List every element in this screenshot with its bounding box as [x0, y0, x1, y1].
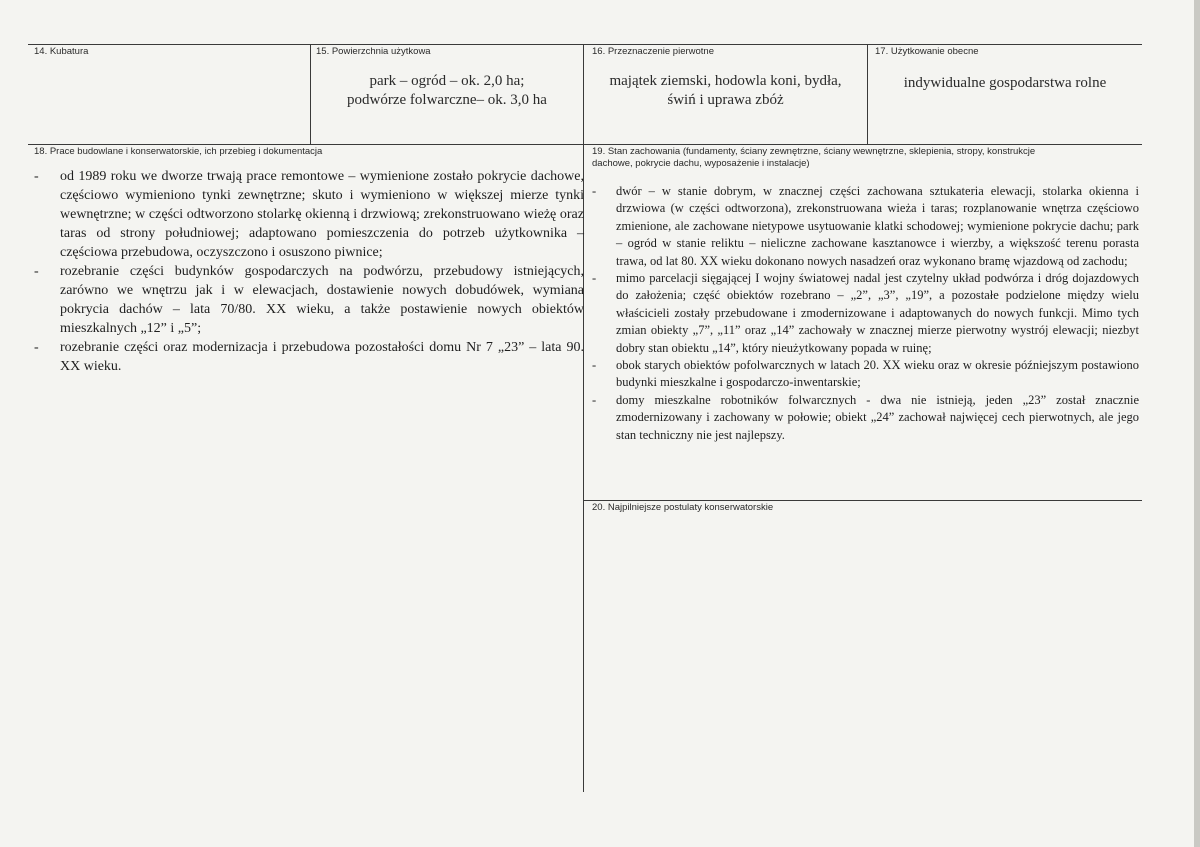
field-19-item-text: mimo parcelacji sięgającej I wojny światowej nadal jest czytelny układ podwórza i dróg dojazdowych do założenia; część obiektów rozebrano – „2”, „3”, „19”, a pozostałe podzielone między wielu właścicieli zostały przebudowane i zmodernizowane i adaptowanych do nowych funkcji. Mimo tych zmian obiekty „7”, „11” oraz „14” zachowały w znacznej mierze pierwotny wystrój elewacji; niezbyt dobry stan obiektu „14”, który nieużytkowany popada w ruinę;	[616, 271, 1139, 355]
field-19-label: 19. Stan zachowania (fundamenty, ściany zewnętrzne, ściany wewnętrzne, sklepienia, stropy, konstrukcje dachowe, pokrycie dachu, wyposażenie i instalacje)	[592, 146, 1036, 169]
field-16-line: świń i uprawa zbóż	[667, 92, 784, 108]
bullet-dash: -	[34, 264, 39, 279]
field-19-item-text: domy mieszkalne robotników folwarcznych - dwa nie istnieją, jeden „23” został znacznie zmodernizowany i zachowany w połowie; obiekt „24” zachował najwięcej cech pierwotnych, ale jego stan techniczny nie jest najlepszy.	[616, 392, 1139, 442]
bullet-dash: -	[592, 184, 597, 198]
field-15-value	[311, 72, 583, 110]
field-18-item	[34, 338, 584, 376]
field-19-list	[592, 183, 1139, 444]
field-15-line: podwórze folwarczne– ok. 3,0 ha	[347, 92, 547, 108]
field-14-label: 14. Kubatura	[34, 46, 89, 57]
scan-edge	[1194, 0, 1200, 847]
field-16-label: 16. Przeznaczenie pierwotne	[592, 46, 714, 57]
column-divider-3	[867, 44, 868, 144]
field-15-label: 15. Powierzchnia użytkowa	[316, 46, 431, 57]
field-20-divider	[583, 500, 1142, 501]
field-19-item	[592, 270, 1139, 357]
row-divider	[28, 144, 1142, 145]
field-19-item	[592, 392, 1139, 444]
field-17-value	[868, 74, 1142, 93]
bullet-dash: -	[34, 340, 39, 355]
field-20-label: 20. Najpilniejsze postulaty konserwatorskie	[592, 502, 774, 513]
field-17-label: 17. Użytkowanie obecne	[875, 46, 979, 57]
field-18-item-text: rozebranie części oraz modernizacja i przebudowa pozostałości domu Nr 7 „23” – lata 90. XX wieku.	[60, 340, 584, 374]
field-18-item-text: rozebranie części budynków gospodarczych na podwórzu, przebudowy istniejących, zarówno we wnętrzu jak i w elewacjach, dostawienie nowych dobudówek, wymiana pokrycia dachów – lata 70/80. XX wieku, a także postawienie nowych obiektów mieszkalnych „12” i „5”;	[60, 264, 584, 336]
field-17-line: indywidualne gospodarstwa rolne	[903, 75, 1107, 91]
field-16-line: majątek ziemski, hodowla koni, bydła,	[609, 73, 842, 89]
field-18-item-text: od 1989 roku we dworze trwają prace remontowe – wymienione zostało pokrycie dachowe, częściowo wymieniono tynki zewnętrzne; skuto i wymieniono w większej mierze tynki wewnętrzne; w części odtworzono stolarkę okienną i drzwiową; zrekonstruowano wieżę oraz taras od strony południowej; adaptowano pomieszczenia do potrzeb użytkownika – częściowa przebudowa, oczyszczono i osuszono piwnice;	[60, 169, 584, 260]
bullet-dash: -	[34, 169, 39, 184]
field-18-item	[34, 262, 584, 338]
field-18-list	[34, 167, 584, 376]
field-19-item-text: obok starych obiektów pofolwarcznych w latach 20. XX wieku oraz w okresie późniejszym postawiono budynki mieszkalne i gospodarczo-inwentarskie;	[616, 358, 1139, 390]
field-19-item	[592, 357, 1139, 392]
column-divider-2	[583, 44, 584, 792]
field-15-line: park – ogród – ok. 2,0 ha;	[369, 73, 525, 89]
field-16-value	[584, 72, 867, 110]
field-18-label: 18. Prace budowlane i konserwatorskie, ich przebieg i dokumentacja	[34, 146, 323, 157]
bullet-dash: -	[592, 392, 597, 407]
top-border	[28, 44, 1142, 45]
bullet-dash: -	[592, 271, 597, 286]
bullet-dash: -	[592, 358, 597, 373]
field-18-item	[34, 167, 584, 262]
field-19-item-text: dwór – w stanie dobrym, w znacznej części zachowana sztukateria elewacji, stolarka okienna i drzwiowa (w części odtworzona), zrekonstruowana wieża i taras; rozplanowanie wnętrza częściowo zmienione, ale zachowane nietypowe usytuowanie klatki schodowej; wymienione pokrycie dachu; park – ogród w stanie reliktu – nieliczne zachowane kasztanowce i wierzby, a większość terenu porasta trawa, od lat 80. XX wieku dokonano nowych nasadzeń oraz wykonano bramę wjazdową od zachodu;	[616, 184, 1139, 268]
field-19-item	[592, 183, 1139, 270]
